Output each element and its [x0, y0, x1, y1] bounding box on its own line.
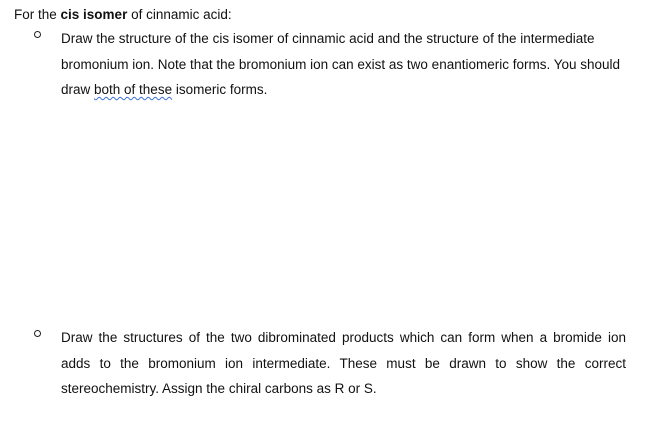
bullet-text-part: Draw the structure of the cis isomer of cinnamic acid and the structure of the intermediate bromonium ion. Note that the bromonium ion can exist as two enantiomeric forms. You should draw	[61, 31, 621, 97]
bullet-item-draw-dibrominated-products	[34, 325, 626, 402]
intro-prefix: For the	[14, 7, 61, 22]
bullet-text-part: isomeric forms.	[172, 82, 268, 97]
intro-sentence	[14, 5, 232, 25]
intro-suffix: of cinnamic acid:	[127, 7, 232, 22]
hollow-circle-bullet-icon	[34, 330, 41, 337]
intro-emphasis: cis isomer	[60, 7, 128, 22]
bullet-item-draw-cis-isomer	[34, 26, 626, 103]
bullet-text-draw-dibrominated-products: Draw the structures of the two dibrominated products which can form when a bromide ion adds to the bromonium ion intermediate. These must be drawn to show the correct stereochemistry. Assign the chiral carbons as R or S.	[61, 330, 626, 396]
bullet-text-draw-cis-isomer	[61, 26, 626, 103]
grammar-flagged-text[interactable]: both of these	[94, 82, 173, 97]
hollow-circle-bullet-icon	[34, 31, 41, 38]
